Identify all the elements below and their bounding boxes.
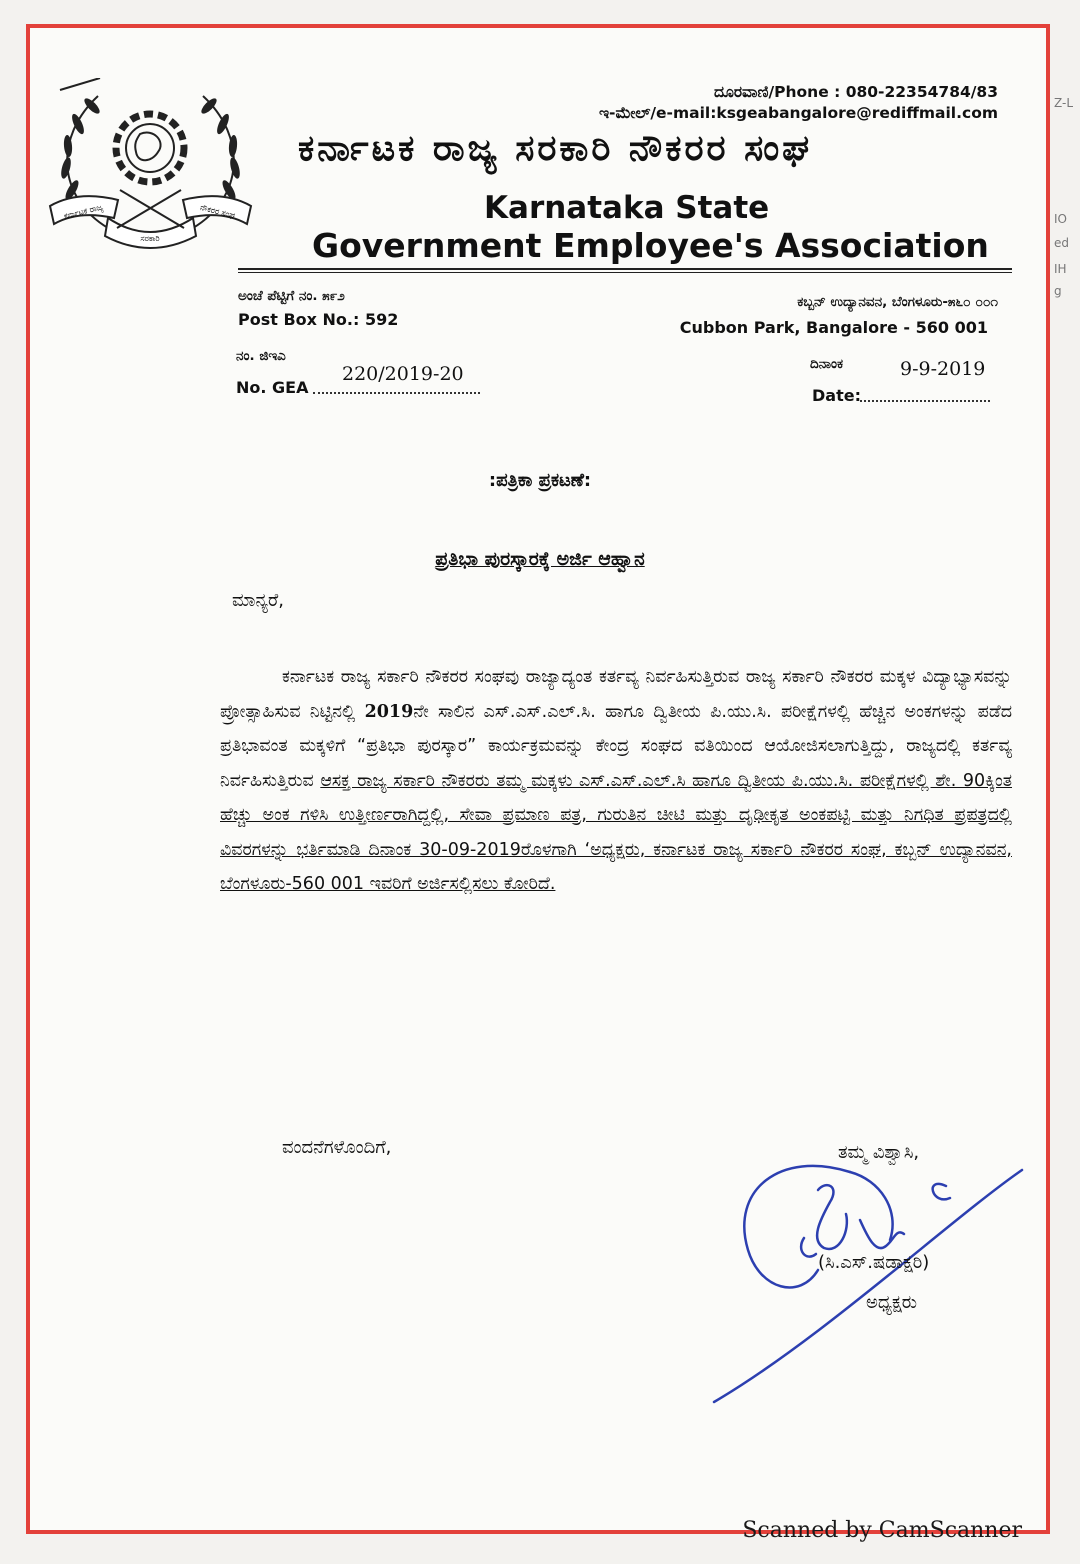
reference-no-line bbox=[313, 392, 480, 394]
email-address: ಇ-ಮೇಲ್/e-mail:ksgeabangalore@rediffmail.com bbox=[598, 104, 998, 122]
body-part2: ನೇ ಸಾಲಿನ ಎಸ್.ಎಸ್.ಎಲ್.ಸಿ. ಹಾಗೂ ದ್ವಿತೀಯ ಪಿ.ಯು.ಸಿ. ಪರೀಕ್ಷೆಗಳಲ್ಲಿ ಹೆಚ್ಚಿನ ಅಂಕಗಳನ್ನು ಪಡೆದ ಪ್ರತಿಭಾವಂತ ಮಕ್ಕಳಿಗೆ “ಪ್ರತಿಭಾ ಪುರಸ್ಕಾರ” ಕಾರ್ಯಕ್ರಮವನ್ನು ಕೇಂದ್ರ ಸಂಘದ ವತಿಯಿಂದ ಆಯೋಜಿಸಲಾಗುತ್ತಿದ್ದು, ರಾಜ್ಯದಲ್ಲಿ ಕರ್ತವ್ಯ ನಿರ್ವಹಿಸುತ್ತಿರುವ bbox=[220, 701, 1012, 791]
reference-no-kannada: ನಂ. ಜಿಇಎ bbox=[236, 348, 286, 364]
edge-mark: g bbox=[1054, 284, 1062, 298]
signature-mark bbox=[700, 1150, 1040, 1410]
edge-mark: Z-L bbox=[1054, 96, 1074, 110]
signatory-role: ಅಧ್ಯಕ್ಷರು bbox=[866, 1292, 917, 1313]
post-box-kannada: ಅಂಚೆ ಪೆಟ್ಟಿಗೆ ನಂ. ೫೯೨ bbox=[238, 288, 345, 304]
location-english: Cubbon Park, Bangalore - 560 001 bbox=[679, 318, 988, 337]
body-part1: ಕರ್ನಾಟಕ ರಾಜ್ಯ ಸರ್ಕಾರಿ ನೌಕರರ ಸಂಘವು ರಾಜ್ಯಾದ್ಯಂತ ಕರ್ತವ್ಯ ನಿರ್ವಹಿಸುತ್ತಿರುವ ರಾಜ್ಯ ಸರ್ಕಾರಿ ನೌಕರರ ಮಕ್ಕಳ ವಿದ್ಯಾಭ್ಯಾಸವನ್ನು ಪ್ರೋತ್ಸಾಹಿಸುವ ನಿಟ್ಟಿನಲ್ಲಿ bbox=[220, 667, 1012, 722]
date-value: 9-9-2019 bbox=[900, 358, 986, 380]
subject-text: ಪ್ರತಿಭಾ ಪುರಸ್ಕಾರಕ್ಕೆ ಅರ್ಜಿ ಆಹ್ವಾನ bbox=[435, 548, 645, 570]
title-kannada: ಕರ್ನಾಟಕ ರಾಜ್ಯ ಸರಕಾರಿ ನೌಕರರ ಸಂಘ bbox=[298, 128, 813, 169]
emblem-text-bottom: ಸರಕಾರಿ bbox=[140, 234, 160, 243]
date-line bbox=[860, 400, 990, 402]
header-divider-thin bbox=[238, 272, 1012, 273]
closing-left: ವಂದನೆಗಳೊಂದಿಗೆ, bbox=[282, 1137, 392, 1158]
closing-right: ತಮ್ಮ ವಿಶ್ವಾಸಿ, bbox=[838, 1142, 920, 1163]
location-kannada: ಕಬ್ಬನ್ ಉದ್ಯಾನವನ, ಬೆಂಗಳೂರು-೫೬೦ ೦೦೧ bbox=[797, 294, 998, 310]
date-kannada: ದಿನಾಂಕ bbox=[810, 356, 844, 372]
subject-line bbox=[0, 548, 1080, 570]
letter-body bbox=[220, 660, 1012, 902]
title-english-line1: Karnataka State bbox=[484, 190, 770, 226]
post-box-english: Post Box No.: 592 bbox=[238, 310, 399, 329]
emblem-text-left: ಕರ್ನಾಟಕ ರಾಜ್ಯ bbox=[62, 202, 104, 221]
association-emblem-logo bbox=[38, 78, 263, 253]
edge-mark: IO bbox=[1054, 212, 1067, 226]
reference-no-label: No. GEA bbox=[236, 378, 309, 397]
salutation: ಮಾನ್ಯರೆ, bbox=[232, 590, 284, 611]
scanner-watermark: Scanned by CamScanner bbox=[742, 1518, 1022, 1543]
emblem-text-right: ನೌಕರರ ಸಂಘ bbox=[199, 202, 237, 221]
edge-mark: ed bbox=[1054, 236, 1069, 250]
header-divider bbox=[238, 268, 1012, 270]
signatory-name: (ಸಿ.ಎಸ್.ಷಡಾಕ್ಷರಿ) bbox=[818, 1252, 930, 1273]
phone-number: ದೂರವಾಣಿ/Phone : 080-22354784/83 bbox=[713, 83, 998, 101]
press-release-heading: :ಪತ್ರಿಕಾ ಪ್ರಕಟಣೆ: bbox=[488, 470, 592, 491]
edge-mark: IH bbox=[1054, 262, 1067, 276]
reference-no-value: 220/2019-20 bbox=[342, 363, 464, 385]
title-english-line2: Government Employee's Association bbox=[312, 226, 989, 265]
body-underlined: ಆಸಕ್ತ ರಾಜ್ಯ ಸರ್ಕಾರಿ ನೌಕರರು ತಮ್ಮ ಮಕ್ಕಳು ಎಸ್.ಎಸ್.ಎಲ್.ಸಿ ಹಾಗೂ ದ್ವಿತೀಯ ಪಿ.ಯು.ಸಿ. ಪರೀಕ್ಷೆಗಳಲ್ಲಿ ಶೇ. 90ಕ್ಕಿಂತ ಹೆಚ್ಚು ಅಂಕ ಗಳಿಸಿ ಉತ್ತೀರ್ಣರಾಗಿದ್ದಲ್ಲಿ, ಸೇವಾ ಪ್ರಮಾಣ ಪತ್ರ, ಗುರುತಿನ ಚೀಟಿ ಮತ್ತು ದೃಢೀಕೃತ ಅಂಕಪಟ್ಟಿ ಮತ್ತು ನಿಗಧಿತ ಪ್ರಪತ್ರದಲ್ಲಿ ವಿವರಗಳನ್ನು ಭರ್ತಿಮಾಡಿ ದಿನಾಂಕ 30-09-2019ರೊಳಗಾಗಿ ‘ಅಧ್ಯಕ್ಷರು, ಕರ್ನಾಟಕ ರಾಜ್ಯ ಸರ್ಕಾರಿ ನೌಕರರ ಸಂಘ, ಕಬ್ಬನ್ ಉದ್ಯಾನವನ, ಬೆಂಗಳೂರು-560 001 ಇವರಿಗೆ ಅರ್ಜಿಸಲ್ಲಿಸಲು ಕೋರಿದೆ. bbox=[220, 770, 1012, 894]
body-year: 2019 bbox=[364, 701, 414, 722]
date-label: Date: bbox=[812, 386, 861, 405]
